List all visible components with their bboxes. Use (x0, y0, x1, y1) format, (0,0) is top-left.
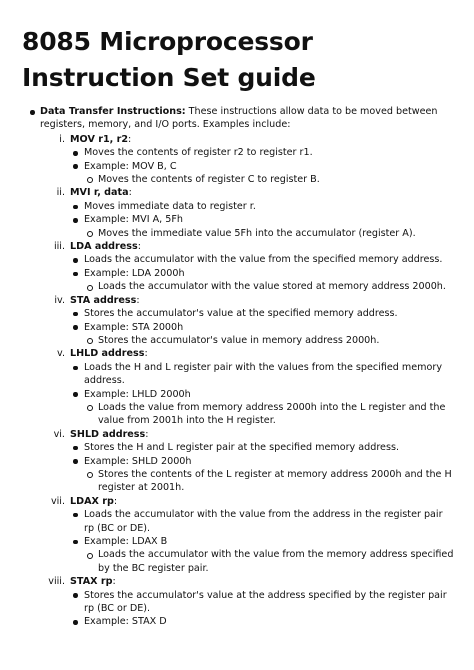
instruction-example-detail-text: Moves the contents of register C to register B. (98, 174, 320, 186)
section-lead: Data Transfer Instructions: (40, 106, 186, 117)
bullet-icon (73, 459, 78, 464)
instruction-name: LHLD address (70, 348, 145, 360)
bullet-icon (30, 110, 35, 115)
instruction-example-detail (22, 173, 454, 186)
instruction-heading (22, 428, 454, 441)
instruction-example-detail-text: Stores the contents of the L register at memory address 2000h and the H register at 2001h. (98, 468, 452, 494)
instruction-item (22, 186, 454, 240)
instruction-example-detail (22, 548, 454, 575)
instruction-numeral: i. (59, 133, 65, 145)
bullet-icon (73, 312, 78, 317)
instruction-example-detail-text: Stores the accumulator's value in memory address 2000h. (98, 334, 380, 346)
circle-bullet-icon (87, 553, 93, 559)
section-text: These instructions allow data to be moved between registers, memory, and I/O ports. Examples include: (40, 106, 438, 131)
instruction-colon: : (112, 576, 116, 588)
instruction-example-detail (22, 227, 454, 240)
instruction-description-text: Stores the H and L register pair at the specified memory address. (84, 442, 400, 454)
instruction-example-text: Example: LDAX B (84, 536, 168, 547)
instruction-item (22, 133, 454, 187)
instruction-example-text: Example: MVI A, 5Fh (84, 214, 183, 226)
instruction-heading (22, 347, 454, 360)
instruction-example-text: Example: STAX D (84, 616, 167, 628)
document-content (22, 105, 454, 629)
instruction-name: STAX rp (70, 576, 113, 588)
instruction-numeral: ii. (56, 187, 65, 199)
instruction-name: LDAX rp (70, 495, 114, 507)
instruction-item (22, 575, 454, 629)
bullet-icon (73, 164, 78, 169)
instruction-description (22, 508, 454, 535)
bullet-icon (73, 620, 78, 625)
instruction-example-detail (22, 468, 454, 495)
instruction-item (22, 294, 454, 348)
instruction-example-detail (22, 334, 454, 347)
bullet-icon (73, 513, 78, 518)
instruction-example-text: Example: STA 2000h (84, 321, 184, 333)
instruction-description (22, 253, 454, 266)
instruction-description (22, 200, 454, 213)
instruction-example-text: Example: MOV B, C (84, 160, 177, 172)
instruction-colon: : (145, 428, 149, 440)
instruction-name: MVI r, data (70, 187, 129, 199)
instruction-numeral: iii. (53, 241, 65, 253)
instruction-item (22, 347, 454, 427)
instruction-name: STA address (70, 294, 137, 306)
instruction-example-detail-text: Moves the immediate value 5Fh into the accumulator (register A). (98, 227, 416, 239)
bullet-icon (73, 593, 78, 598)
instruction-name: MOV r1, r2 (70, 133, 129, 145)
bullet-icon (73, 218, 78, 223)
instruction-example-text: Example: LHLD 2000h (84, 388, 191, 400)
instruction-item (22, 495, 454, 575)
instruction-description-text: Loads the accumulator with the value from the specified memory address. (84, 254, 443, 266)
instruction-list (22, 133, 454, 629)
instruction-example-detail (22, 401, 454, 428)
instruction-heading (22, 240, 454, 253)
instruction-description-text: Stores the accumulator's value at the address specified by the register pair rp (BC or DE). (84, 589, 447, 615)
instruction-name: SHLD address (70, 428, 146, 440)
bullet-icon (73, 392, 78, 397)
instruction-heading (22, 575, 454, 588)
instruction-example (22, 213, 454, 226)
document-title: 8085 Microprocessor Instruction Set guide (22, 27, 316, 92)
instruction-colon: : (136, 294, 140, 306)
instruction-example (22, 267, 454, 280)
instruction-description-text: Loads the accumulator with the value from the address in the register pair rp (BC or DE). (84, 509, 443, 534)
instruction-item (22, 240, 454, 294)
instruction-description (22, 146, 454, 159)
instruction-colon: : (144, 348, 148, 360)
instruction-example-detail-text: Loads the value from memory address 2000h into the L register and the value from 2001h into the H register. (98, 401, 446, 427)
instruction-item (22, 428, 454, 495)
instruction-example-detail (22, 280, 454, 293)
instruction-example (22, 321, 454, 334)
instruction-numeral: vii. (50, 495, 65, 507)
instruction-numeral: v. (57, 348, 65, 360)
instruction-colon: : (128, 133, 132, 145)
circle-bullet-icon (87, 177, 93, 183)
instruction-description-text: Moves the contents of register r2 to register r1. (84, 147, 313, 159)
circle-bullet-icon (87, 472, 93, 478)
bullet-icon (73, 258, 78, 263)
section-intro (22, 105, 454, 132)
instruction-example (22, 455, 454, 468)
instruction-heading (22, 495, 454, 508)
instruction-description (22, 307, 454, 320)
circle-bullet-icon (87, 231, 93, 237)
instruction-numeral: viii. (48, 576, 65, 588)
bullet-icon (73, 325, 78, 330)
instruction-example (22, 615, 454, 628)
instruction-example-text: Example: LDA 2000h (84, 267, 185, 279)
instruction-example (22, 160, 454, 173)
instruction-example-detail-text: Loads the accumulator with the value from the memory address specified by the BC register pair. (98, 549, 454, 574)
instruction-description-text: Loads the H and L register pair with the values from the specified memory address. (84, 361, 443, 387)
instruction-numeral: vi. (53, 428, 65, 440)
instruction-description-text: Moves immediate data to register r. (84, 200, 256, 212)
instruction-example-detail-text: Loads the accumulator with the value stored at memory address 2000h. (98, 281, 446, 293)
instruction-example (22, 388, 454, 401)
instruction-description (22, 441, 454, 454)
circle-bullet-icon (87, 285, 93, 291)
instruction-numeral: iv. (54, 294, 65, 306)
bullet-icon (73, 366, 78, 371)
instruction-example (22, 535, 454, 548)
instruction-description-text: Stores the accumulator's value at the specified memory address. (84, 308, 398, 320)
bullet-icon (73, 272, 78, 277)
circle-bullet-icon (87, 338, 93, 344)
instruction-colon: : (137, 241, 141, 253)
instruction-description (22, 589, 454, 616)
instruction-description (22, 361, 454, 388)
instruction-heading (22, 294, 454, 307)
bullet-icon (73, 540, 78, 545)
instruction-colon: : (128, 187, 132, 199)
instruction-heading (22, 133, 454, 146)
instruction-heading (22, 186, 454, 199)
instruction-example-text: Example: SHLD 2000h (84, 455, 192, 467)
instruction-name: LDA address (70, 241, 138, 253)
circle-bullet-icon (87, 405, 93, 411)
bullet-icon (73, 205, 78, 210)
bullet-icon (73, 446, 78, 451)
bullet-icon (73, 151, 78, 156)
instruction-colon: : (113, 495, 118, 507)
